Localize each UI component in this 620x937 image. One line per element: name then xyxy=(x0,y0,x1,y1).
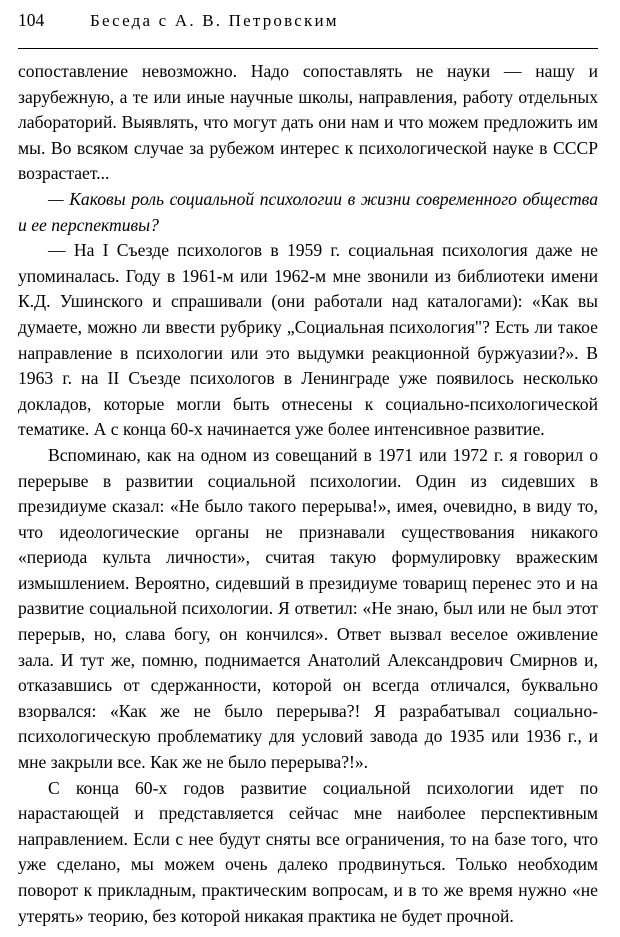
header-divider xyxy=(18,48,598,49)
body-text xyxy=(18,59,598,929)
paragraph-5: С конца 60-х годов развитие социальной психологии идет по нарастающей и представляется сейчас мне наиболее перспективным направлением. Если с нее будут сняты все ограничения, то на базе того, что уже сделано, мы можем очень далеко продвинуться. Только необходим поворот к прикладным, практическим вопросам, и в то же время нужно «не утерять» теорию, без которой никакая практика не будет прочной. xyxy=(18,777,598,926)
paragraph-question: — Каковы роль социальной психологии в жизни современного общества и ее перспективы? xyxy=(18,188,598,235)
paragraph-4: Вспоминаю, как на одном из совещаний в 1971 или 1972 г. я говорил о перерыве в развитии социальной психологии. Один из сидевших в президиуме сказал: «Не было такого перерыва!», имея, очевидно, в виду то, что идеологические органы не признавали существования никакого «периода культа личности», считая такую формулировку вражеским измышлением. Вероятно, сидевший в президиуме товарищ перенес это и на развитие социальной психологии. Я ответил: «Не знаю, был или не был этот перерыв, но, слава богу, он кончился». Ответ вызвал веселое оживление зала. И тут же, помню, поднимается Анатолий Александрович Смирнов и, отказавшись от сдержанности, которой он всегда отличался, буквально взорвался: «Как же не было перерыва?! Я разрабатывал социально-психологическую проблематику для условий завода до 1935 или 1936 г., и мне закрыли все. Как же не было перерыва?!». xyxy=(18,444,598,773)
page-header xyxy=(18,10,598,36)
running-title: Беседа с А. В. Петровским xyxy=(90,11,339,30)
paragraph-1: сопоставление невозможно. Надо сопоставлять не науки — нашу и зарубежную, а те или иные научные школы, направления, работу отдельных лабораторий. Выявлять, что могут дать они нам и что можем предложить им мы. Во всяком случае за рубежом интерес к психологической науке в СССР возрастает... xyxy=(18,61,598,184)
page-number: 104 xyxy=(18,10,45,30)
paragraph-3: — На I Съезде психологов в 1959 г. социальная психология даже не упоминалась. Году в 1961-м или 1962-м мне звонили из библиотеки имени К.Д. Ушинского и спрашивали (они работали над каталогами): «Как вы думаете, можно ли ввести рубрику „Социальная психология"? Есть ли такое направление в психологии или это выдумки реакционной буржуазии?». В 1963 г. на II Съезде психологов в Ленинграде уже появилось несколько докладов, которые могли быть отнесены к социально-психологической тематике. А с конца 60-х начинается уже более интенсивное развитие. xyxy=(18,240,598,440)
